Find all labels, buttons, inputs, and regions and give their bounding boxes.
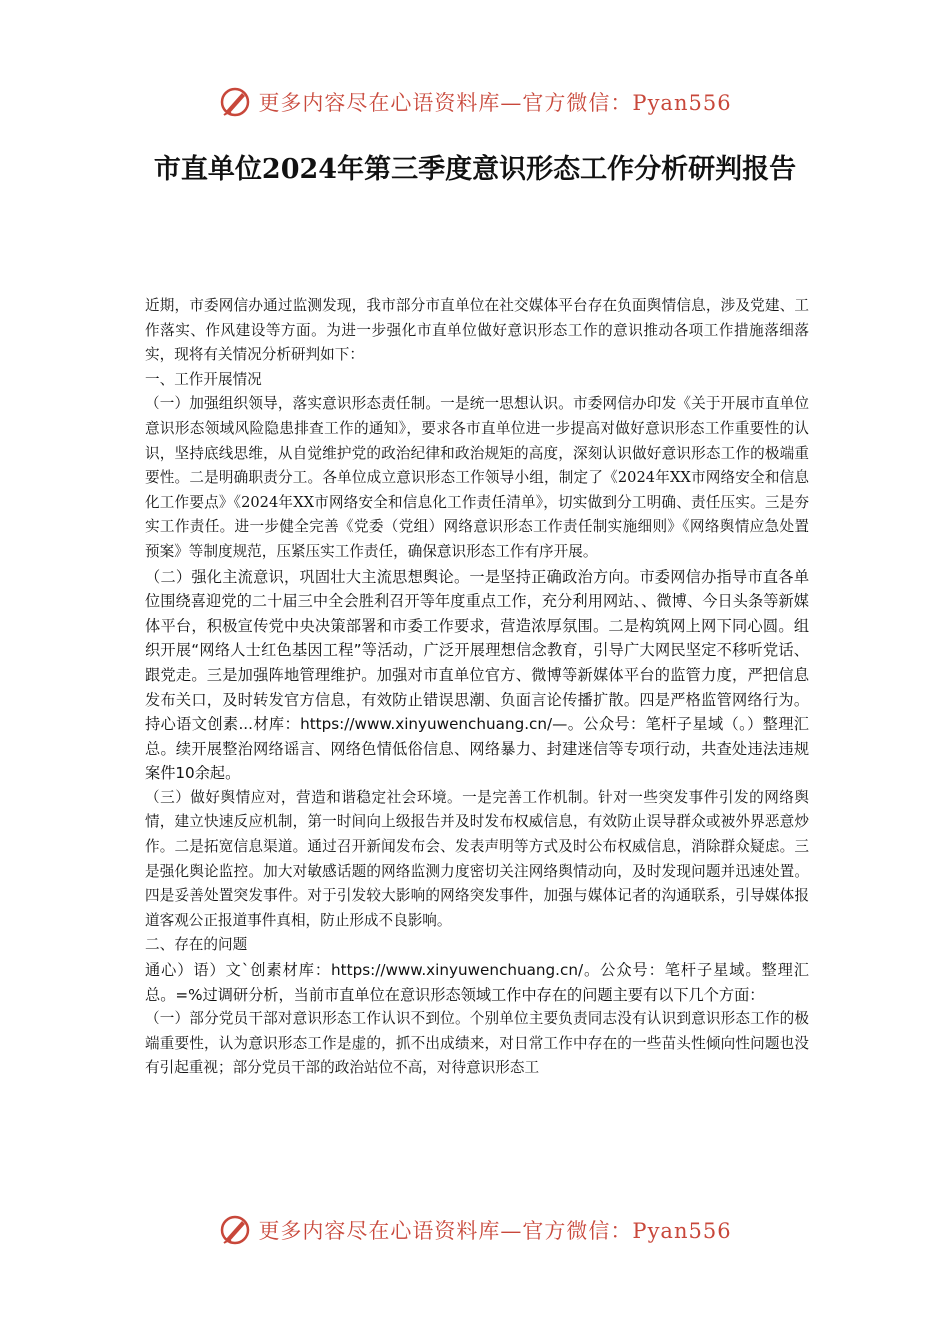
- watermark-text: 更多内容尽在心语资料库—官方微信：Pyan556: [258, 91, 732, 115]
- paragraph-1-1: （一）加强组织领导，落实意识形态责任制。一是统一思想认识。市委网信办印发《关于开展市直单位意识形态领域风险隐患排查工作的通知》，要求各市直单位进一步提高对做好意识形态工作重要性的认识，坚持底线思维，从自觉维护党的政治纪律和政治规矩的高度，深刻认识做好意识形态工作的极端重要性。二是明确职责分工。各单位成立意识形态工作领导小组，制定了《2024年XX市网络安全和信息化工作要点》《2024年XX市网络安全和信息化工作责任清单》，切实做到分工明确、责任压实。三是夯实工作责任。进一步健全完善《党委（党组）网络意识形态工作责任制实施细则》《网络舆情应急处置预案》等制度规范，压紧压实工作责任，确保意识形态工作有序开展。: [145, 395, 809, 560]
- pen-logo-icon: [218, 85, 252, 119]
- document-title: 市直单位2024年第三季度意识形态工作分析研判报告: [153, 154, 797, 185]
- section-heading-2: 二、存在的问题: [145, 936, 248, 954]
- paragraph-2-intro: 通心）语）文`创素材库：https://www.xinyuwenchuang.cn/。公众号：笔杆子星域。整理汇总。=%过调研分析，当前市直单位在意识形态领域工作中存在的问题主要有以下几个方面：: [145, 961, 809, 1004]
- paragraph-2-1: （一）部分党员干部对意识形态工作认识不到位。个别单位主要负责同志没有认识到意识形态工作的极端重要性，认为意识形态工作是虚的，抓不出成绩来，对日常工作中存在的一些苗头性倾向性问题也没有引起重视；部分党员干部的政治站位不高，对待意识形态工: [145, 1010, 809, 1077]
- watermark-text: 更多内容尽在心语资料库—官方微信：Pyan556: [258, 1219, 732, 1243]
- watermark-header: [0, 82, 950, 122]
- watermark-footer: [0, 1210, 950, 1250]
- intro-paragraph: 近期，市委网信办通过监测发现，我市部分市直单位在社交媒体平台存在负面舆情信息，涉及党建、工作落实、作风建设等方面。为进一步强化市直单位做好意识形态工作的意识推动各项工作措施落细落实，现将有关情况分析研判如下：: [145, 297, 809, 364]
- pen-logo-icon: [218, 1213, 252, 1247]
- paragraph-1-3: （三）做好舆情应对，营造和谐稳定社会环境。一是完善工作机制。针对一些突发事件引发的网络舆情，建立快速反应机制，第一时间向上级报告并及时发布权威信息，有效防止误导群众或被外界恶意炒作。二是拓宽信息渠道。通过召开新闻发布会、发表声明等方式及时公布权威信息，消除群众疑虑。三是强化舆论监控。加大对敏感话题的网络监测力度密切关注网络舆情动向，及时发现问题并迅速处置。四是妥善处置突发事件。对于引发较大影响的网络突发事件，加强与媒体记者的沟通联系，引导媒体报道客观公正报道事件真相，防止形成不良影响。: [145, 788, 809, 929]
- paragraph-1-2: （二）强化主流意识，巩固壮大主流思想舆论。一是坚持正确政治方向。市委网信办指导市直各单位围绕喜迎党的二十届三中全会胜利召开等年度重点工作，充分利用网站、、微博、今日头条等新媒体平台，积极宣传党中央决策部署和市委工作要求，营造浓厚氛围。二是构筑网上网下同心圆。组织开展“网络人士红色基因工程”等活动，广泛开展理想信念教育，引导广大网民坚定不移听党话、跟党走。三是加强阵地管理维护。加强对市直单位官方、微博等新媒体平台的监管力度，严把信息发布关口，及时转发官方信息，有效防止错误思潮、负面言论传播扩散。四是严格监管网络行为。持心语文创素...材库：https://www.xinyuwenchuang.cn/—。公众号：笔杆子星域（。）整理汇总。续开展整治网络谣言、网络色情低俗信息、网络暴力、封建迷信等专项行动，共查处违法违规案件10余起。: [145, 567, 809, 783]
- section-heading-1: 一、工作开展情况: [145, 370, 262, 388]
- document-body: [145, 294, 809, 1081]
